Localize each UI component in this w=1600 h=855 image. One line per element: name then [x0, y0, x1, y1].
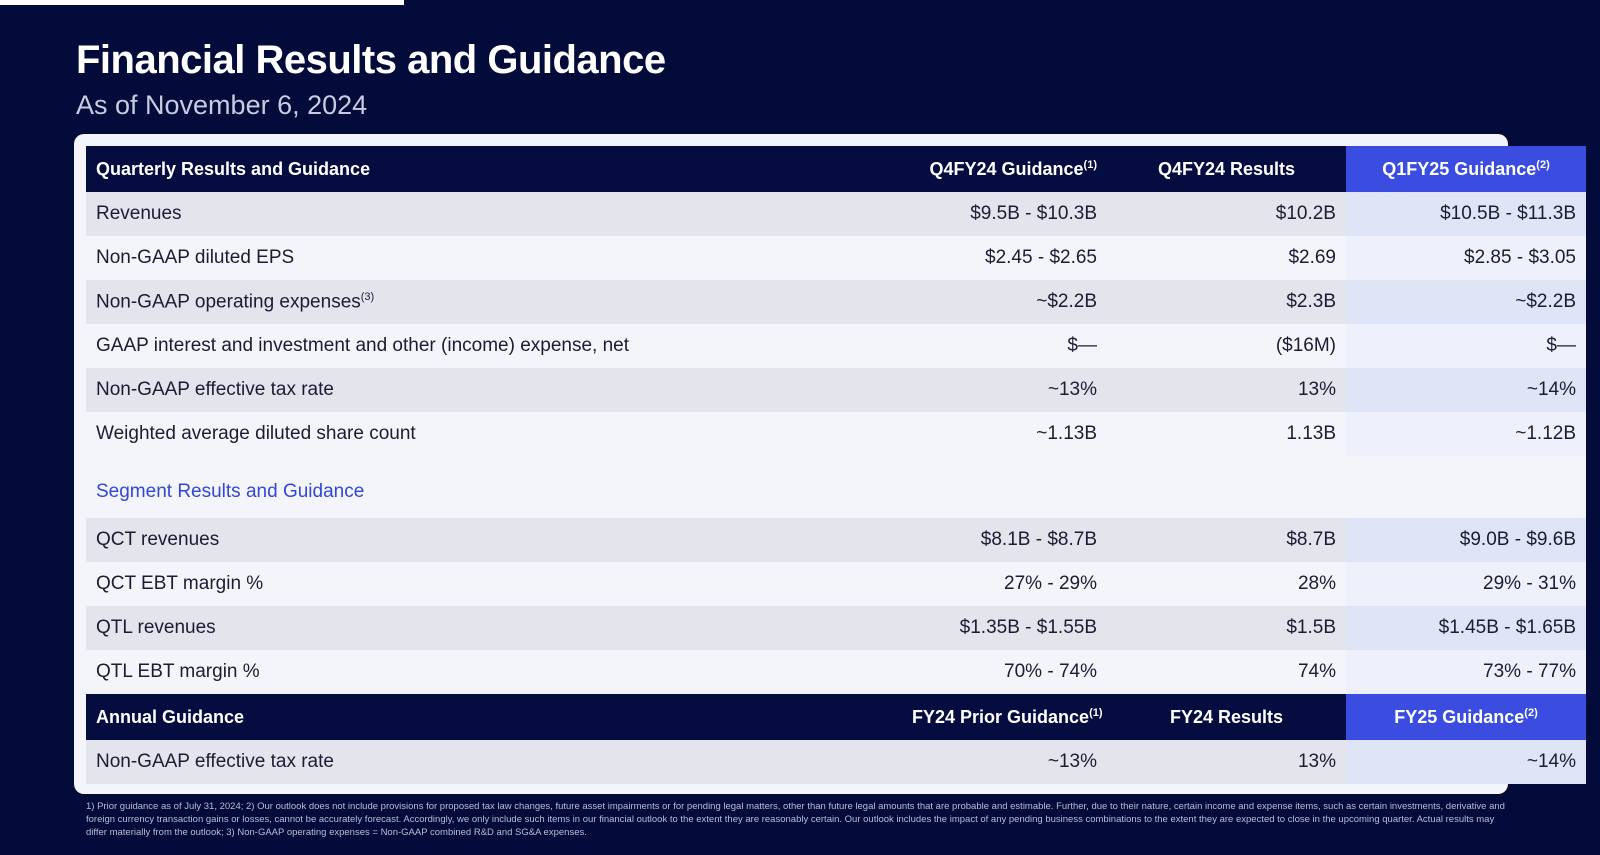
row-label: Non-GAAP operating expenses$^{(3)}$ — [86, 280, 902, 324]
top-accent-bar — [0, 0, 404, 5]
row-value: ~1.13B — [902, 412, 1107, 456]
row-value: $1.45B - $1.65B — [1346, 606, 1586, 650]
quarterly-header-col3: Q1FY25 Guidance$^{(2)}$ — [1346, 146, 1586, 192]
row-label: Non-GAAP diluted EPS — [86, 236, 902, 280]
row-value: 73% - 77% — [1346, 650, 1586, 694]
table-row — [86, 192, 1586, 236]
row-value: ~14% — [1346, 368, 1586, 412]
row-value: 74% — [1107, 650, 1346, 694]
table-row — [86, 606, 1586, 650]
row-value: $9.0B - $9.6B — [1346, 518, 1586, 562]
row-value: 27% - 29% — [902, 562, 1107, 606]
row-value: $— — [1346, 324, 1586, 368]
row-value: $10.5B - $11.3B — [1346, 192, 1586, 236]
row-label: GAAP interest and investment and other (income) expense, net — [86, 324, 902, 368]
quarterly-header-row — [86, 146, 1586, 192]
row-label: Revenues — [86, 192, 902, 236]
row-value: $2.3B — [1107, 280, 1346, 324]
row-value: $— — [902, 324, 1107, 368]
row-value: ~14% — [1346, 740, 1586, 784]
row-value: $9.5B - $10.3B — [902, 192, 1107, 236]
row-label: QCT revenues — [86, 518, 902, 562]
quarterly-header-col2: Q4FY24 Results — [1107, 146, 1346, 192]
table-row — [86, 236, 1586, 280]
segment-section-row — [86, 456, 1586, 518]
table-row — [86, 412, 1586, 456]
annual-header-col1: FY24 Prior Guidance$^{(1)}$ — [902, 694, 1107, 740]
row-value: 28% — [1107, 562, 1346, 606]
row-label: Weighted average diluted share count — [86, 412, 902, 456]
row-value: ~13% — [902, 368, 1107, 412]
row-label: QTL EBT margin % — [86, 650, 902, 694]
row-value: ~1.12B — [1346, 412, 1586, 456]
section-title: Segment Results and Guidance — [86, 456, 902, 518]
table-row — [86, 324, 1586, 368]
table-row — [86, 280, 1586, 324]
row-label: QTL revenues — [86, 606, 902, 650]
results-panel — [74, 134, 1576, 794]
row-value: 1.13B — [1107, 412, 1346, 456]
row-label: Non-GAAP effective tax rate — [86, 368, 902, 412]
row-value: 13% — [1107, 368, 1346, 412]
row-value: $10.2B — [1107, 192, 1346, 236]
table-row — [86, 740, 1586, 784]
annual-header-label: Annual Guidance — [86, 694, 902, 740]
row-value: $1.35B - $1.55B — [902, 606, 1107, 650]
row-value: 29% - 31% — [1346, 562, 1586, 606]
row-value: ~13% — [902, 740, 1107, 784]
row-value: $8.1B - $8.7B — [902, 518, 1107, 562]
row-value: ~$2.2B — [1346, 280, 1586, 324]
row-value: 13% — [1107, 740, 1346, 784]
row-label: Non-GAAP effective tax rate — [86, 740, 902, 784]
annual-header-col2: FY24 Results — [1107, 694, 1346, 740]
table-row — [86, 562, 1586, 606]
table-row — [86, 518, 1586, 562]
row-value: 70% - 74% — [902, 650, 1107, 694]
row-value: $1.5B — [1107, 606, 1346, 650]
row-value: $2.45 - $2.65 — [902, 236, 1107, 280]
annual-header-col3: FY25 Guidance$^{(2)}$ — [1346, 694, 1586, 740]
annual-header-row — [86, 694, 1586, 740]
results-table — [86, 146, 1586, 784]
row-value: ($16M) — [1107, 324, 1346, 368]
page-subtitle: As of November 6, 2024 — [76, 90, 368, 120]
table-row — [86, 368, 1586, 412]
row-value: $8.7B — [1107, 518, 1346, 562]
row-value: ~$2.2B — [902, 280, 1107, 324]
row-value: $2.85 - $3.05 — [1346, 236, 1586, 280]
quarterly-header-label: Quarterly Results and Guidance — [86, 146, 902, 192]
row-value: $2.69 — [1107, 236, 1346, 280]
quarterly-header-col1: Q4FY24 Guidance$^{(1)}$ — [902, 146, 1107, 192]
row-label: QCT EBT margin % — [86, 562, 902, 606]
footnote: 1) Prior guidance as of July 31, 2024; 2) Our outlook does not include provisions for proposed tax law changes, future asset impairments or for pending legal matters, other than future legal amounts that are probable and estimable. Further, due to their nature, certain income and expense items, such as certain investments, derivative and foreign currency transaction gains or losses, cannot be accurately forecast. Accordingly, we only include such items in our financial outlook to the extent they are reasonably certain. Our outlook includes the impact of any pending business combinations to the extent they are expected to close in the upcoming quarter. Actual results may differ materially from the outlook; 3) Non-GAAP operating expenses = Non-GAAP combined R&D and SG&A expenses. — [86, 801, 1505, 838]
table-row — [86, 650, 1586, 694]
page-title: Financial Results and Guidance — [76, 38, 666, 82]
